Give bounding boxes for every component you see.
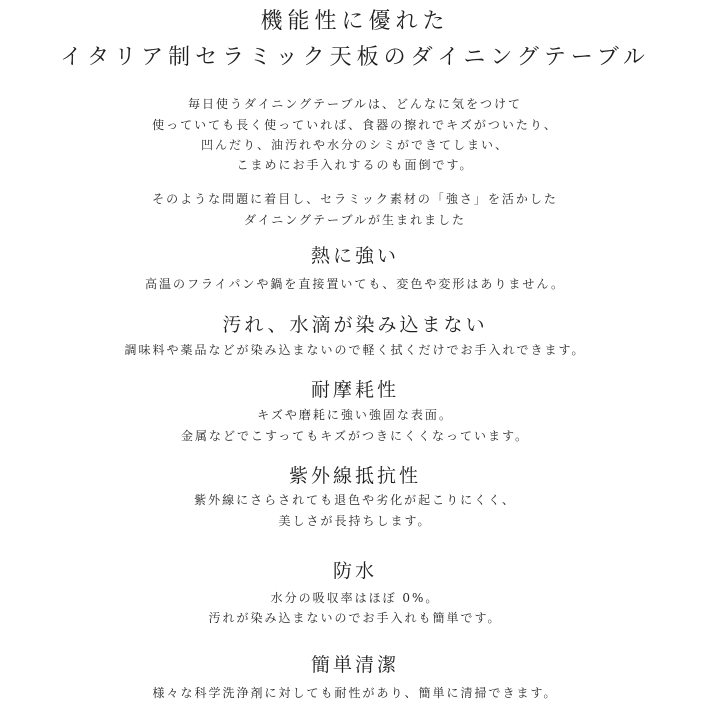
intro-text-line: ダイニングテーブルが生まれました [244, 213, 466, 227]
intro-text-line: 使っていても長く使っていれば、食器の擦れでキズがついたり、 [152, 118, 558, 132]
feature-text-line: 様々な科学洗浄剤に対しても耐性があり、簡単に清掃できます。 [152, 686, 558, 700]
intro-text-line: 凹んだり、油汚れや水分のシミができてしまい、 [200, 138, 509, 152]
feature-heading-heat-resistant: 熱に強い [310, 245, 399, 267]
feature-text-line: 紫外線にさらされても退色や劣化が起こりにくく、 [194, 493, 516, 507]
page-title-line-1: 機能性に優れた [260, 9, 450, 34]
feature-heading-stain-proof: 汚れ、水滴が染み込まない [222, 314, 488, 336]
feature-text-line: 調味料や薬品などが染み込まないので軽く拭くだけでお手入れできます。 [124, 343, 586, 357]
feature-heading-uv-resistant: 紫外線抵抗性 [288, 465, 421, 487]
feature-text-line: キズや磨耗に強い強固な表面。 [257, 408, 453, 422]
feature-text-line: 高温のフライパンや鍋を直接置いても、変色や変形はありません。 [144, 277, 566, 291]
intro-text-line: 毎日使うダイニングテーブルは、どんなに気をつけて [188, 97, 522, 111]
feature-heading-abrasion-resistant: 耐摩耗性 [310, 379, 399, 401]
feature-text-line: 水分の吸収率はほぼ 0%。 [270, 591, 440, 605]
feature-text-line: 美しさが長持ちします。 [278, 514, 432, 528]
intro-text-line: そのような問題に着目し、セラミック素材の「強さ」を活かした [152, 192, 558, 206]
feature-text-line: 汚れが染み込まないのでお手入れも簡単です。 [208, 611, 502, 625]
feature-text-line: 金属などでこすってもキズがつきにくくなっています。 [180, 429, 530, 443]
feature-heading-easy-clean: 簡単清潔 [310, 654, 399, 676]
page-title-line-2: イタリア制セラミック天板のダイニングテーブル [60, 45, 650, 70]
intro-text-line: こまめにお手入れするのも面倒です。 [236, 158, 474, 172]
feature-heading-waterproof: 防水 [332, 560, 377, 582]
